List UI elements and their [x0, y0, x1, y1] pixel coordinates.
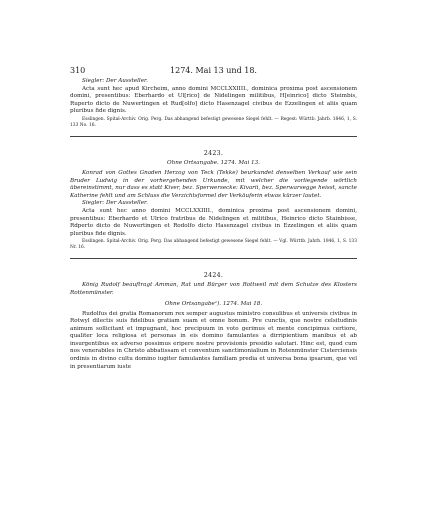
charter-text: Acta sunt hec anno domini MCCLXXIIII., dominica proxima post ascensionem domini, presentibus: Eberhardo et Ulrico fratribus de Nidelingen et militibus, Heinrico dicto Stainbisse, Rdperto dicto de Nuwertingen et Rodolfo dicto Hasenzagel civibus in Ezzelingen et aliis quam pluribus fide dignis.: [70, 207, 357, 237]
document-dateline: Ohne Ortsangabe. 1274. Mai 13.: [167, 159, 260, 166]
siegler-line: Siegler: Der Aussteller.: [82, 200, 148, 207]
archive-note: Esslingen. Spital-Archiv. Orig. Perg. Das abhangend befestigt gewesene Siegel fehlt. — Vgl. Württb. Jahrb. 1846, 1, S. 133 Nr. 16.: [70, 239, 357, 251]
page-header: [70, 66, 357, 78]
document-dateline: Ohne Ortsangabe¹). 1274. Mai 18.: [164, 300, 263, 307]
document-number: 2423.: [203, 149, 224, 157]
document-regest: Konrad von Gottes Gnaden Herzog von Teck (Tekke) beurkundet denselben Verkauf wie sein Bruder Ludwig in der vorhergehenden Urkunde, mit welcher die vorliegende wörtlich übereinstimmt, nur dass es statt Kiver, bez. Sperwersecke: Kivarii, bez. Sperwarsegge heisst, sancte Katherine fehlt und am Schluss die Verzichtsformel der Verkäuferin etwas kürzer lautet.: [70, 169, 357, 199]
charter-closing-text: Acta sunt hec apud Kircheim, anno domini MCCLXXIIII., dominica proxima post ascensionem domini, presentibus: Eberhardo et Ul[rico] de Nidelingen militibus, H[einrico] dicto Steimbis, Ruperto dicto de Nuwertingen et Rud[olfo] dicto Hasenzagel civibus de Ezzelingen et aliis quam pluribus fide dignis.: [70, 85, 357, 115]
page-number: 310: [70, 66, 86, 75]
document-regest: König Rudolf beauftragt Amman, Rat und Bürger von Rottweil mit dem Schutze des Klosters Rottenmünster.: [70, 282, 357, 296]
section-divider: [70, 136, 357, 137]
siegler-line: Siegler: Der Aussteller.: [82, 78, 148, 84]
section-divider: [70, 258, 357, 259]
archive-note: Esslingen. Spital-Archiv. Orig. Perg. Das abhangend befestigt gewesene Siegel fehlt. — Regest: Württb. Jahrb. 1846, 1, S. 133 No. 16.: [70, 116, 357, 128]
document-number: 2424.: [203, 272, 224, 280]
running-title: 1274. Mai 13 und 18.: [170, 66, 257, 75]
charter-text: Rudolfus dei gratia Romanorum rex semper augustus ministro consulibus et universis civibus in Rotwyl dilectis suis fidelibus gratiam suam et omne bonum. Pre cunctis, que nostre celsitudinis animum sollicitant et impugnant, hoc precipuum in voto gerimus et mente concipimus certiore, qualiter loca religiosa et personas in eis domino famulantes a dirripientium manibus et ab insurgentibus ex adverso possimus eripere nostre provisionis presidio salutari. Hinc est, quod cum nos venerabiles in Christo abbatissam et conventum sanctimonialium in Rotenmünster Cisterciensis ordinis in divino cultu domino iugiter famulantes familiam predia et universa bona ipsarum, que vel in presentiarum iuste: [70, 310, 357, 370]
